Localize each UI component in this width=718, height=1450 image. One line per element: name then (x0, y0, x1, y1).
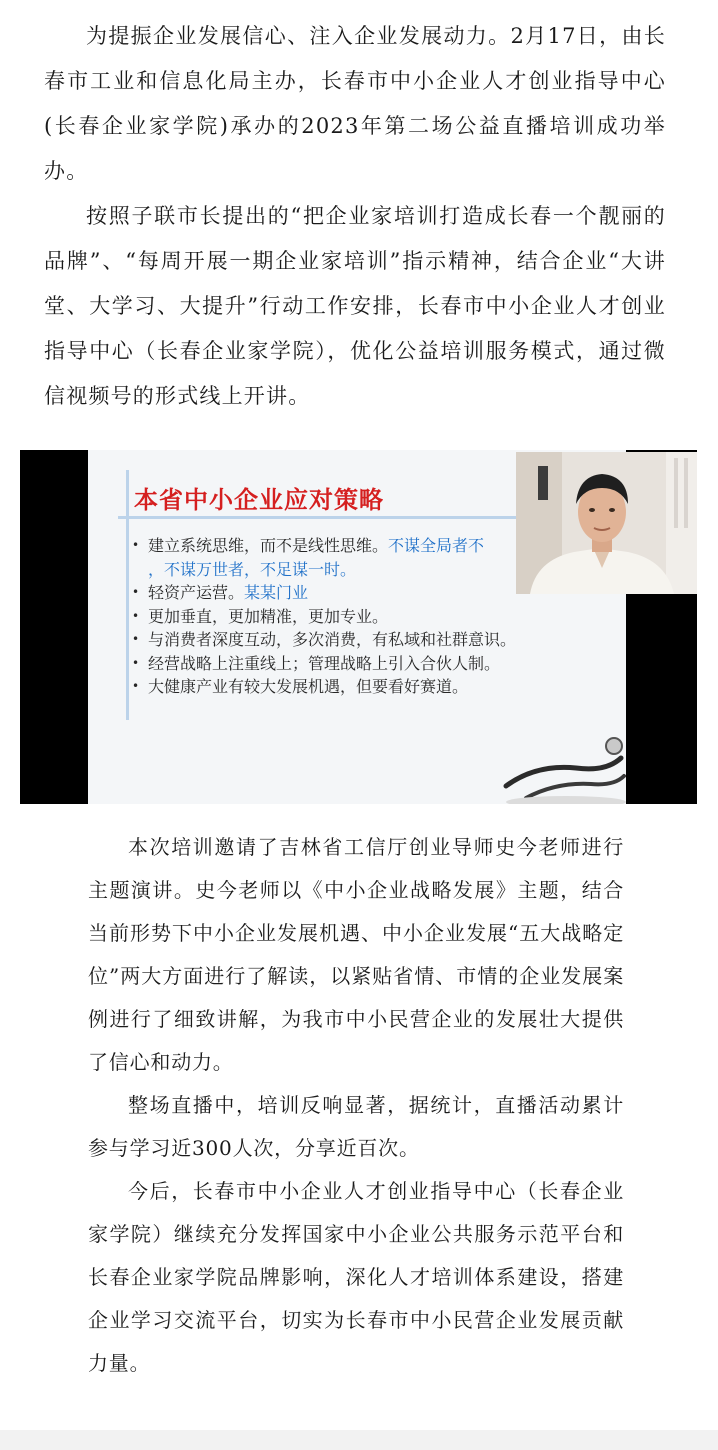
intro-paragraph-2: 按照子联市长提出的“把企业家培训打造成长春一个靓丽的品牌”、“每周开展一期企业家培训”指示精神，结合企业“大讲堂、大学习、大提升”行动工作安排，长春市中小企业人才创业指导中心（长春企业家学院），优化公益培训服务模式，通过微信视频号的形式线上开讲。 (44, 204, 666, 408)
bullet-icon: • (132, 632, 140, 646)
slide-item-3 (132, 605, 516, 629)
intro-paragraph-1: 为提振企业发展信心、注入企业发展动力。2月17日，由长春市工业和信息化局主办，长春市中小企业人才创业指导中心(长春企业家学院)承办的2023年第二场公益直播培训成功举办。 (44, 24, 666, 183)
slide-item-2-highlight: 某某门业 (244, 583, 309, 602)
slide-item-4 (132, 628, 516, 652)
article-body-text (88, 826, 624, 1385)
body-paragraph-3: 今后，长春市中小企业人才创业指导中心（长春企业家学院）继续充分发挥国家中小企业公共服务示范平台和长春企业家学院品牌影响，深化人才培训体系建设，搭建企业学习交流平台，切实为长春市中小民营企业发展贡献力量。 (88, 1179, 624, 1375)
bullet-icon: • (132, 655, 140, 670)
intro-text (44, 14, 666, 419)
slide-item-1-highlight: 不谋全局者不 (388, 536, 485, 555)
slide-bullet-list (132, 534, 516, 699)
slide-item-5 (132, 652, 516, 676)
slide-item-1-continuation (132, 558, 516, 582)
slide-item-6 (132, 675, 516, 699)
bullet-icon: • (132, 585, 140, 599)
slide-item-1 (132, 534, 516, 558)
speaker-webcam-window (516, 452, 697, 594)
slide-accent-horizontal-line (118, 516, 538, 519)
slide-item-2 (132, 581, 516, 605)
bullet-icon: • (132, 538, 140, 552)
body-paragraph-1: 本次培训邀请了吉林省工信厅创业导师史今老师进行主题演讲。史今老师以《中小企业战略发展》主题，结合当前形势下中小企业发展机遇、中小企业发展“五大战略定位”两大方面进行了解读，以紧贴省情、市情的企业发展案例进行了细致讲解，为我市中小民营企业的发展壮大提供了信心和动力。 (88, 835, 624, 1074)
slide-item-6-text: 大健康产业有较大发展机遇，但要看好赛道。 (148, 677, 469, 696)
stethoscope-icon (496, 724, 626, 804)
presenter-avatar-icon (516, 452, 697, 594)
bullet-icon: • (132, 608, 140, 623)
slide-accent-vertical-line (126, 470, 129, 720)
bullet-icon: • (132, 679, 140, 693)
slide-item-2-text: 轻资产运营。 (148, 583, 245, 602)
slide-title: 本省中小企业应对策略 (134, 486, 384, 514)
slide-item-3-text: 更加垂直，更加精准，更加专业。 (148, 606, 389, 626)
footer-bar (0, 1430, 718, 1450)
slide-item-1-cont-text: ，不谋万世者，不足谋一时。 (148, 559, 357, 579)
slide-item-4-text: 与消费者深度互动，多次消费，有私域和社群意识。 (148, 630, 517, 649)
slide-item-5-text: 经营战略上注重线上；管理战略上引入合伙人制。 (148, 653, 501, 673)
body-paragraph-2: 整场直播中，培训反响显著，据统计，直播活动累计参与学习近300人次，分享近百次。 (88, 1093, 624, 1160)
slide-item-1-text: 建立系统思维，而不是线性思维。 (148, 536, 389, 555)
live-video-screenshot (20, 450, 697, 804)
